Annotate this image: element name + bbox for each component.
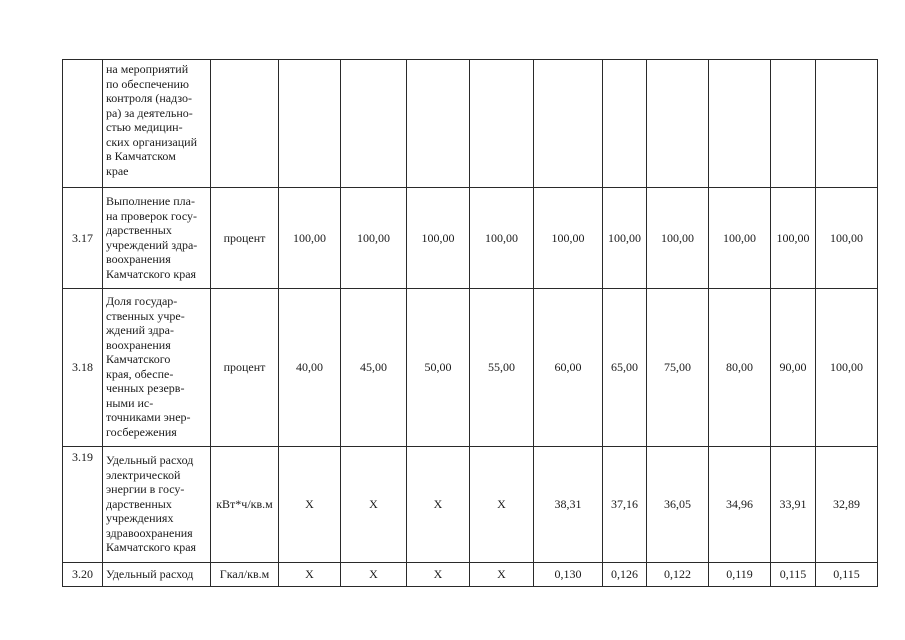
- table-row: [63, 563, 878, 587]
- value-cell: 37,16: [603, 447, 647, 563]
- value-cell: [341, 60, 407, 188]
- value-cell: Х: [407, 563, 470, 587]
- value-cell: 75,00: [647, 289, 709, 447]
- unit-cell: процент: [211, 289, 279, 447]
- indicator-name: Удельный расход: [103, 563, 211, 587]
- value-cell: Х: [407, 447, 470, 563]
- value-cell: 0,130: [534, 563, 603, 587]
- value-cell: 100,00: [816, 289, 878, 447]
- value-cell: [816, 60, 878, 188]
- value-cell: 36,05: [647, 447, 709, 563]
- indicator-name: Доля государ- ственных учре- ждений здра- воохранения Камчатского края, обеспе- ченных резерв- ными ис- точниками энер- госбережения: [103, 289, 211, 447]
- indicator-name: Удельный расход электрической энергии в госу- дарственных учреждениях здравоохранения Камчатского края: [103, 447, 211, 563]
- value-cell: Х: [341, 563, 407, 587]
- table-row: [63, 60, 878, 188]
- value-cell: 33,91: [771, 447, 816, 563]
- value-cell: Х: [341, 447, 407, 563]
- indicator-name: на мероприятий по обеспечению контроля (надзо- ра) за деятельно- стью медицин- ских организаций в Камчатском крае: [103, 60, 211, 188]
- value-cell: 100,00: [771, 188, 816, 289]
- indicator-table: [62, 59, 878, 587]
- unit-cell: Гкал/кв.м: [211, 563, 279, 587]
- unit-cell: кВт*ч/кв.м: [211, 447, 279, 563]
- value-cell: 60,00: [534, 289, 603, 447]
- unit-cell: [211, 60, 279, 188]
- value-cell: 100,00: [341, 188, 407, 289]
- row-number: 3.18: [63, 289, 103, 447]
- value-cell: 100,00: [279, 188, 341, 289]
- value-cell: 45,00: [341, 289, 407, 447]
- value-cell: Х: [470, 563, 534, 587]
- value-cell: 0,126: [603, 563, 647, 587]
- value-cell: Х: [470, 447, 534, 563]
- value-cell: [534, 60, 603, 188]
- value-cell: 65,00: [603, 289, 647, 447]
- value-cell: 38,31: [534, 447, 603, 563]
- value-cell: 0,115: [816, 563, 878, 587]
- value-cell: 32,89: [816, 447, 878, 563]
- table-row: [63, 188, 878, 289]
- value-cell: [647, 60, 709, 188]
- value-cell: 90,00: [771, 289, 816, 447]
- row-number: 3.17: [63, 188, 103, 289]
- value-cell: 55,00: [470, 289, 534, 447]
- value-cell: 100,00: [647, 188, 709, 289]
- value-cell: [279, 60, 341, 188]
- value-cell: [603, 60, 647, 188]
- value-cell: 100,00: [470, 188, 534, 289]
- value-cell: [470, 60, 534, 188]
- value-cell: 100,00: [534, 188, 603, 289]
- value-cell: 40,00: [279, 289, 341, 447]
- value-cell: 100,00: [603, 188, 647, 289]
- value-cell: 50,00: [407, 289, 470, 447]
- value-cell: 0,115: [771, 563, 816, 587]
- unit-cell: процент: [211, 188, 279, 289]
- value-cell: Х: [279, 563, 341, 587]
- value-cell: 34,96: [709, 447, 771, 563]
- value-cell: 0,122: [647, 563, 709, 587]
- indicator-name: Выполнение пла- на проверок госу- дарственных учреждений здра- воохранения Камчатского края: [103, 188, 211, 289]
- value-cell: [771, 60, 816, 188]
- value-cell: [709, 60, 771, 188]
- table-row: [63, 289, 878, 447]
- row-number: 3.20: [63, 563, 103, 587]
- row-number: [63, 60, 103, 188]
- value-cell: 100,00: [407, 188, 470, 289]
- value-cell: 80,00: [709, 289, 771, 447]
- value-cell: 0,119: [709, 563, 771, 587]
- value-cell: Х: [279, 447, 341, 563]
- value-cell: 100,00: [816, 188, 878, 289]
- value-cell: 100,00: [709, 188, 771, 289]
- value-cell: [407, 60, 470, 188]
- table-row: [63, 447, 878, 563]
- row-number: 3.19: [63, 447, 103, 563]
